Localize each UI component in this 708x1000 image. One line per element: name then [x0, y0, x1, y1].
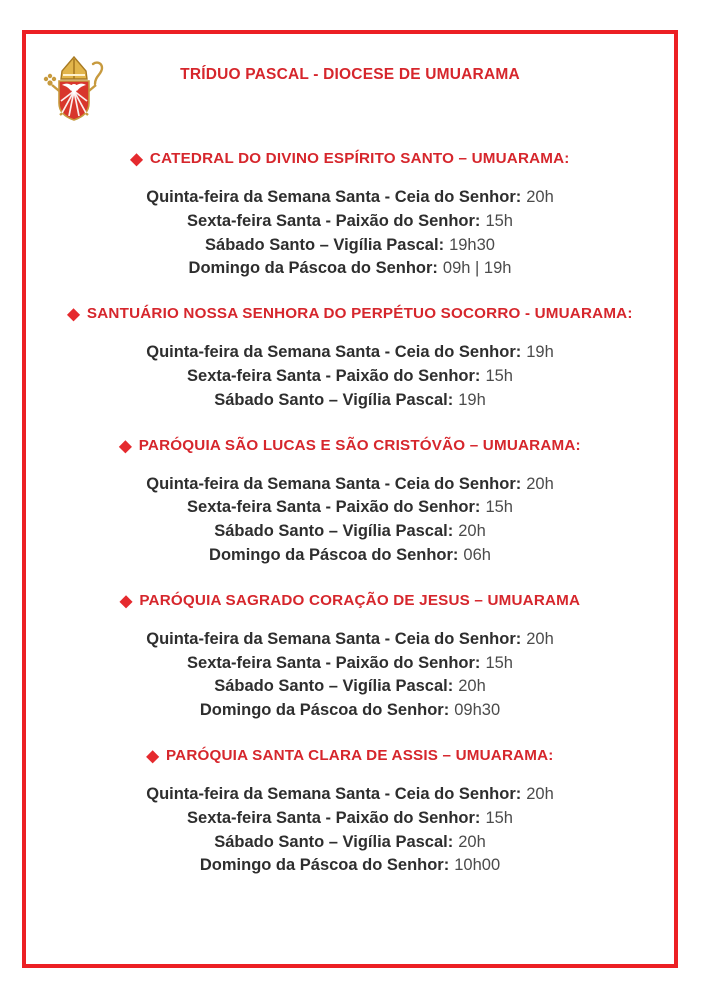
schedule-line [26, 807, 674, 831]
schedule-label: Quinta-feira da Semana Santa - Ceia do Senhor: [146, 188, 522, 206]
church-section [26, 436, 674, 568]
schedule-label: Domingo da Páscoa do Senhor: [188, 259, 438, 278]
diamond-bullet-icon: ◆ [119, 592, 133, 610]
schedule-line [26, 186, 674, 210]
church-section-header [26, 591, 674, 611]
schedule-label: Quinta-feira da Semana Santa - Ceia do Senhor: [146, 629, 522, 648]
schedule-label: Domingo da Páscoa do Senhor: [209, 545, 459, 564]
schedule-line [26, 652, 674, 676]
schedule-time: 19h30 [449, 235, 495, 254]
schedule-line [26, 365, 674, 389]
diamond-bullet-icon: ◆ [119, 437, 132, 455]
schedule-time: 20h [526, 784, 554, 803]
schedule-list [26, 186, 674, 281]
schedule-label: Quinta-feira da Semana Santa - Ceia do Senhor: [146, 784, 522, 803]
schedule-line [26, 675, 674, 699]
schedule-time: 20h [458, 522, 486, 541]
church-name: PARÓQUIA SÃO LUCAS E SÃO CRISTÓVÃO – UMUARAMA: [138, 436, 581, 454]
church-section [26, 149, 674, 281]
schedule-line [26, 628, 674, 652]
church-section-header [26, 304, 674, 324]
page-title: TRÍDUO PASCAL - DIOCESE DE UMUARAMA [180, 66, 520, 83]
page-border-frame [22, 30, 678, 968]
church-section [26, 591, 674, 723]
schedule-line [26, 699, 674, 723]
schedule-label: Sábado Santo – Vigília Pascal: [214, 390, 454, 409]
church-section [26, 746, 674, 878]
schedule-time: 20h [526, 629, 554, 648]
diamond-bullet-icon: ◆ [130, 151, 143, 168]
schedule-line [26, 783, 674, 807]
schedule-label: Sábado Santo – Vigília Pascal: [214, 677, 454, 696]
schedule-line [26, 210, 674, 234]
schedule-label: Sábado Santo – Vigília Pascal: [214, 832, 454, 851]
document-header [26, 34, 674, 134]
schedule-list [26, 628, 674, 723]
schedule-time: 15h [485, 366, 513, 385]
schedule-list [26, 341, 674, 412]
schedule-label: Domingo da Páscoa do Senhor: [199, 701, 450, 720]
schedule-time: 06h [463, 545, 491, 564]
schedule-line [26, 520, 674, 544]
schedule-line [26, 854, 674, 878]
diamond-bullet-icon: ◆ [146, 747, 159, 765]
church-name: PARÓQUIA SANTA CLARA DE ASSIS – UMUARAMA: [165, 746, 554, 764]
church-name: SANTUÁRIO NOSSA SENHORA DO PERPÉTUO SOCORRO - UMUARAMA: [86, 305, 633, 323]
schedule-line [26, 473, 674, 497]
schedule-time: 20h [526, 188, 554, 206]
schedule-time: 09h30 [454, 701, 501, 720]
schedule-time: 15h [485, 653, 513, 672]
schedule-time: 15h [485, 808, 513, 827]
schedule-label: Sexta-feira Santa - Paixão do Senhor: [187, 808, 481, 827]
schedule-line [26, 257, 674, 281]
schedule-time: 09h | 19h [442, 259, 512, 278]
schedule-line [26, 234, 674, 258]
schedule-time: 20h [526, 474, 554, 493]
church-section [26, 304, 674, 412]
church-section-header [26, 149, 674, 169]
church-name: CATEDRAL DO DIVINO ESPÍRITO SANTO – UMUARAMA: [149, 150, 570, 167]
church-section-header [26, 746, 674, 766]
schedule-label: Quinta-feira da Semana Santa - Ceia do Senhor: [146, 343, 522, 362]
schedule-list [26, 473, 674, 568]
schedule-label: Sexta-feira Santa - Paixão do Senhor: [187, 653, 481, 672]
schedule-time: 15h [485, 498, 513, 517]
schedule-time: 20h [458, 677, 486, 696]
schedule-time: 10h00 [454, 856, 501, 875]
schedule-time: 19h [458, 390, 486, 409]
schedule-label: Sábado Santo – Vigília Pascal: [205, 235, 445, 254]
sections [26, 149, 674, 878]
schedule-label: Quinta-feira da Semana Santa - Ceia do Senhor: [146, 474, 522, 493]
schedule-line [26, 544, 674, 568]
schedule-line [26, 341, 674, 365]
schedule-time: 20h [458, 832, 486, 851]
schedule-line [26, 389, 674, 413]
schedule-label: Domingo da Páscoa do Senhor: [199, 856, 450, 875]
church-name: PARÓQUIA SAGRADO CORAÇÃO DE JESUS – UMUARAMA [139, 591, 581, 609]
church-section-header [26, 436, 674, 456]
schedule-label: Sábado Santo – Vigília Pascal: [214, 522, 454, 541]
schedule-label: Sexta-feira Santa - Paixão do Senhor: [187, 366, 481, 385]
diamond-bullet-icon: ◆ [67, 306, 80, 324]
schedule-label: Sexta-feira Santa - Paixão do Senhor: [187, 498, 481, 517]
schedule-time: 15h [485, 211, 513, 230]
schedule-line [26, 496, 674, 520]
schedule-time: 19h [526, 343, 554, 362]
schedule-list [26, 783, 674, 878]
schedule-label: Sexta-feira Santa - Paixão do Senhor: [187, 211, 481, 230]
schedule-line [26, 831, 674, 855]
